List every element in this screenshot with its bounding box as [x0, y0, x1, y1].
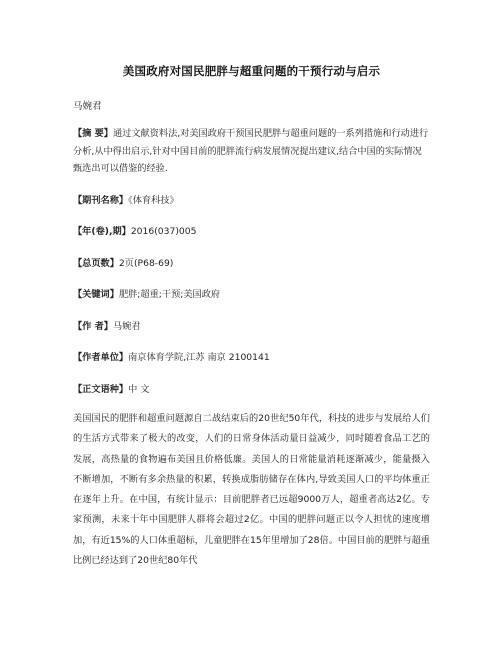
field-total-pages: [73, 255, 430, 273]
field-label: 【作者单位】: [73, 352, 129, 363]
field-author: [73, 318, 430, 336]
field-value: 《体育科技》: [128, 194, 179, 206]
field-label: 【期刊名称】: [73, 194, 129, 206]
field-label: 【作 者】: [73, 320, 113, 332]
field-value: 2页(P68-69): [118, 257, 174, 269]
field-author-affiliation: [73, 349, 430, 367]
field-value: 肥胖;超重;干预;美国政府: [118, 289, 221, 300]
field-label: 【关键词】: [73, 289, 119, 300]
field-journal-name: [73, 192, 430, 210]
field-label: 【总页数】: [73, 257, 119, 269]
field-value: 马婉君: [112, 320, 141, 332]
field-label: 【正文语种】: [73, 383, 129, 395]
field-value: 南京体育学院,江苏 南京 2100141: [128, 352, 270, 363]
abstract-label: 【摘 要】: [73, 128, 113, 139]
abstract-text: 通过文献资料法,对美国政府干预国民肥胖与超重问题的一系列措施和行动进行分析,从中得出启示,针对中国目前的肥胖流行病发展情况提出建议,结合中国的实际情况甄选出可以借鉴的经验.: [73, 128, 429, 174]
field-label: 【年(卷),期】: [73, 226, 131, 237]
field-keywords: [73, 286, 430, 304]
field-value: 2016(037)005: [130, 226, 197, 237]
abstract: [73, 125, 430, 178]
field-year-volume-issue: [73, 223, 430, 241]
body-paragraph: 美国国民的肥胖和超重问题源自二战结束后的20世纪50年代，科技的进步与发展给人们的生活方式带来了极大的改变，人们的日常身体活动量日益减少，同时随着食品工艺的发展，高热量的食物遍布美国且价格低廉。美国人的日常能量消耗逐渐减少，能量摄入不断增加，不断有多余热量的积累，转换成脂肪储存在体内,导致美国人口的平均体重正在逐年上升。在中国，有统计显示：目前肥胖者已远超9000万人，超重者高达2亿。专家预测，未来十年中国肥胖人群将会超过2亿。中国的肥胖问题正以令人担忧的速度增加，有近15%的人口体重超标，儿童肥胖在15年里增加了28倍。中国目前的肥胖与超重比例已经达到了20世纪80年代: [73, 413, 430, 567]
field-value: 中 文: [128, 383, 150, 395]
field-language: [73, 381, 430, 399]
article-title: 美国政府对国民肥胖与超重问题的干预行动与启示: [122, 64, 381, 78]
article-author: 马婉君: [73, 101, 102, 112]
